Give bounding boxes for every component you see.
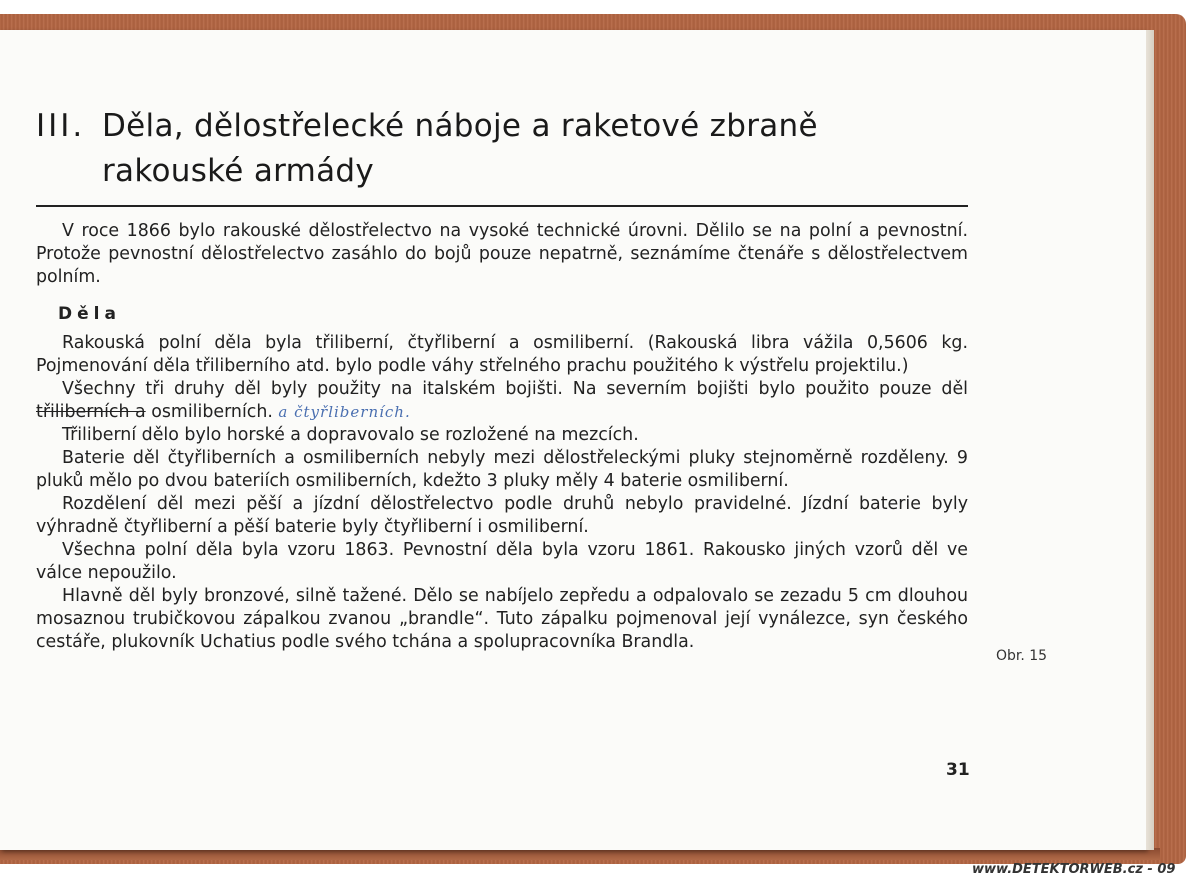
body-text (36, 220, 968, 654)
paragraph-3: Třiliberní dělo bylo horské a dopravovalo se rozložené na mezcích. (62, 425, 639, 445)
chapter-heading (36, 104, 818, 194)
paragraph-7: Hlavně děl byly bronzové, silně tažené. Dělo se nabíjelo zepředu a odpalovalo se zezadu 5 cm dlouhou mosaznou trubičkovou zápalkou zvanou „brandle“. Tuto zápalku pojmenoval její vynálezce, syn českého cestáře, plukovník Uchatius podle svého tchána a spolupracovníka Brandla. (36, 586, 968, 652)
chapter-title-line2: rakouské armády (102, 153, 375, 189)
heading-rule (36, 205, 968, 207)
handwritten-note: a čtyřliberních. (278, 403, 411, 421)
page-edge (1146, 30, 1154, 850)
paragraph-2 (36, 378, 968, 424)
paragraph-1: Rakouská polní děla byla třiliberní, čtyřliberní a osmiliberní. (Rakouská libra vážila 0,5606 kg. Pojmenování děla třiliberního atd. bylo podle váhy střelného prachu použitého k výstřelu projektilu.) (36, 333, 968, 376)
chapter-title-line1: Děla, dělostřelecké náboje a raketové zbraně (102, 108, 818, 144)
paragraph-4: Baterie děl čtyřliberních a osmiliberních nebyly mezi dělostřeleckými pluky stejnoměrně rozděleny. 9 pluků mělo po dvou bateriích osmiliberních, kdežto 3 pluky měly 4 baterie osmiliberní. (36, 448, 968, 491)
paragraph-2-text-b: osmiliberních. (151, 402, 273, 422)
paragraph-2-text-a: Všechny tři druhy děl byly použity na italském bojišti. Na severním bojišti bylo použito pouze děl (62, 379, 968, 399)
paragraph-6: Všechna polní děla byla vzoru 1863. Pevnostní děla byla vzoru 1861. Rakousko jiných vzorů děl ve válce nepoužilo. (36, 540, 968, 583)
page-number: 31 (946, 760, 970, 780)
intro-paragraph: V roce 1866 bylo rakouské dělostřelectvo na vysoké technické úrovni. Dělilo se na polní a pevnostní. Protože pevnostní dělostřelectvo zasáhlo do bojů pouze nepatrně, seznámíme čtenáře s dělostřelectvem polním. (36, 221, 968, 287)
watermark: www.DETEKTORWEB.cz - 09 (972, 862, 1176, 877)
paragraph-5: Rozdělení děl mezi pěší a jízdní dělostřelectvo podle druhů nebylo pravidelné. Jízdní baterie byly výhradně čtyřliberní a pěší baterie byly čtyřliberní i osmiliberní. (36, 494, 968, 537)
struck-text: třiliberních a (36, 402, 146, 422)
chapter-number: III. (36, 108, 86, 144)
section-title: Děla (58, 304, 121, 324)
figure-reference: Obr. 15 (996, 648, 1048, 664)
